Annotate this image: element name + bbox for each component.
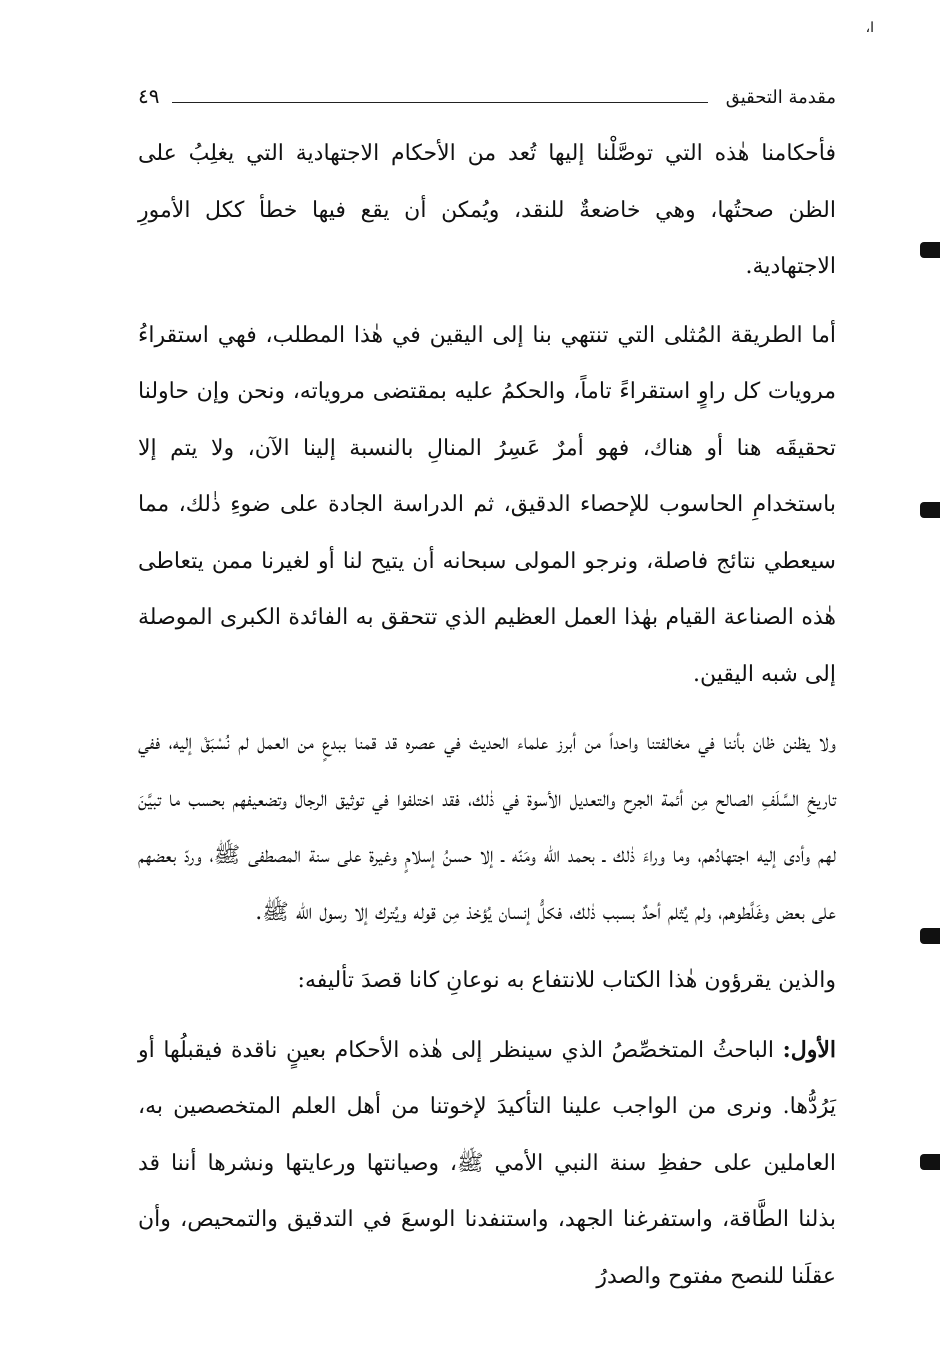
paragraph-text: فأحكامنا هٰذه التي توصَّلْنا إليها تُعد من الأحكام الاجتهادية التي يغلِبُ على الظن صحتُها، وهي خاضعةٌ للنقد، ويُمكن أن يقع فيها خطأ ككل الأمورِ الاجتهادية. [138,141,836,279]
paragraph-text: ولا يظنن ظان بأننا في مخالفتنا واحداً من أبرز علماء الحديث في عصره قد قمنا ببدعٍ من العمل لم نُسْبَقْ إليه، ففي تاريخِ السَّلَفِ الصالح مِن أئمة الجرح والتعديل الأسوة في ذٰلك، فقد اختلفوا في توثيق الرجال وتضعيفهم بحسب ما تبيَّنَ لهم وأدى إليه اجتهادُهم، وما وراءَ ذٰلك ـ بحمد الله ومَنّه ـ إلا حسنُ إسلامٍ وغيرة على سنة المصطفى ﷺ، وردّ بعضهم على بعض وغَلَّطوهم، ولم يُثلم أحدٌ بسبب ذٰلك، فكلُّ إنسان يُؤخذ مِن قوله ويُترك إلا رسول الله ﷺ. [138,730,836,925]
paragraph-text: والذين يقرؤون هٰذا الكتاب للانتفاع به نوعانِ كانا قصدَ تأليفه: [297,968,836,993]
corner-mark: ا، [865,20,874,36]
paragraph-text: الباحثُ المتخصِّصُ الذي سينظر إلى هٰذه الأحكام بعينٍ ناقدة فيقبلُها أو يَرُدُّها. ونرى من الواجب علينا التأكيدَ لإخوتنا من أهل العلم المتخصصين به، العاملين على حفظِ سنة النبي الأمي ﷺ، وصيانتها ورعايتها ونشرها أننا قد بذلنا الطَّاقة، واستفرغنا الجهد، واستنفدنا الوسعَ في التدقيق والتمحيص، وأن عقلَنا للنصح مفتوح والصدرُ [138,1037,836,1289]
paragraph-5 [138,1022,836,1306]
page-number: ٤٩ [138,84,160,108]
paragraph-lead: الأول: [782,1036,836,1063]
paragraph-text: أما الطريقة المُثلى التي تنتهي بنا إلى اليقين في هٰذا المطلب، فهي استقراءُ مرويات كل راوٍ استقراءً تاماً، والحكمُ عليه بمقتضى مروياته، ونحن وإن حاولنا تحقيقَه هنا أو هناك، فهو أمرٌ عَسِرُ المنالِ بالنسبة إلينا الآن، ولا يتم إلا باستخدامِ الحاسوب للإحصاء الدقيق، ثم الدراسة الجادة على ضوءِ ذٰلك، مما سيعطي نتائج فاصلة، ونرجو المولى سبحانه أن يتيح لنا أو لغيرنا ممن يتعاطى هٰذه الصناعة القيام بهٰذا العمل العظيم الذي تتحقق به الفائدة الكبرى الموصلة إلى شبه اليقين. [138,322,836,687]
header-rule [172,102,708,103]
margin-mark [920,502,940,518]
margin-mark [920,928,940,944]
running-title: مقدمة التحقيق [725,87,836,108]
paragraph-4 [138,953,836,1010]
paragraph-1 [138,126,836,296]
paragraph-3 [138,715,836,941]
margin-mark [920,242,940,258]
running-header [138,80,836,114]
text-column [138,126,836,1305]
paragraph-2 [138,308,836,704]
margin-mark [920,1154,940,1170]
